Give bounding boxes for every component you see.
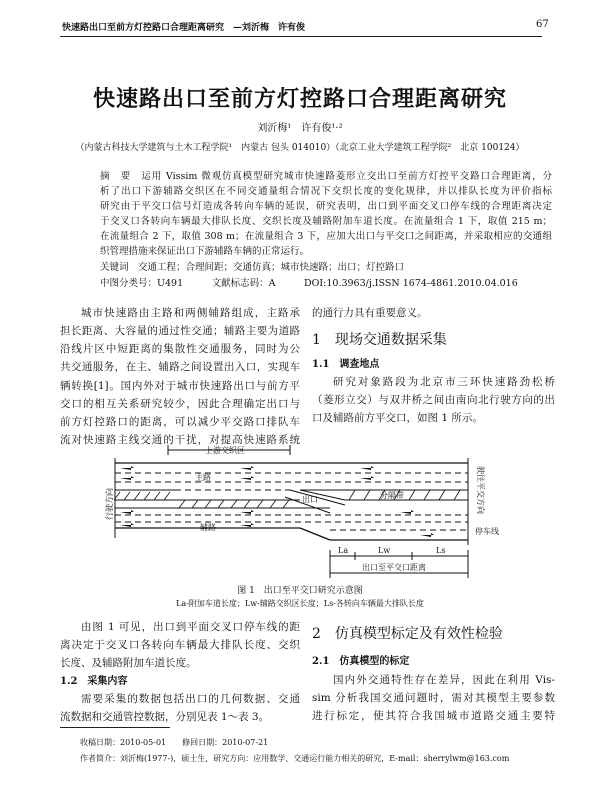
lane-arrows <box>120 466 434 537</box>
paper-title: 快速路出口至前方灯控路口合理距离研究 <box>92 86 507 112</box>
section-heading: 1 现场交通数据采集 <box>312 332 447 348</box>
body-line: 国内外交通特性存在差异，因此在利用 Vis- <box>333 674 555 686</box>
body-line: 交口的相互关系研究较少，因此合理确定出口与 <box>60 398 300 410</box>
subsection-heading: 1.1 调查地点 <box>312 359 380 370</box>
abstract-line: 在流量组合 2 下，取值 308 m；在流量组合 3 下，应加大出口与平交口之间距离，并采取相应的交通组 <box>100 231 552 242</box>
body-line: 长度、及辅路附加车道长度。 <box>60 657 197 669</box>
body-line: 共交通服务，在主、辅路之间设置出入口，实现车 <box>60 361 300 373</box>
figure-caption: 图 1 出口至平交口研究示意图 <box>237 586 363 596</box>
body-line: 流数据和交通管控数据，分别见表 1～表 3。 <box>60 711 270 723</box>
subsection-heading: 1.2 采集内容 <box>60 676 128 687</box>
body-line: 由图 1 可见，出口到平面交叉口停车线的距 <box>81 621 300 633</box>
figure-label-to-intersection: 驶往平交方向 <box>476 466 485 514</box>
body-line: 进行标定，使其符合我国城市道路交通主要特 <box>312 710 555 722</box>
body-line: 城市快速路由主路和两侧辅路组成，主路承 <box>81 307 300 319</box>
figure-label-lw: Lw <box>378 546 391 555</box>
figure-label-distance: 出口至平交口距离 <box>362 563 426 572</box>
abstract-line: 于交叉口各转向车辆最大排队长度、交织长度及辅路附加车道长度。在流量组合 1 下，取值 215 m； <box>100 216 552 227</box>
figure-label-main-road: 主路 <box>195 473 211 482</box>
figure-label-stop-line: 停车线 <box>475 527 499 536</box>
body-line: 离决定于交叉口各转向车辆最大排队长度、交织 <box>60 639 300 651</box>
figure-label-ls: Ls <box>436 546 446 555</box>
abstract-line: 织管理措施来保证出口下游辅路车辆的正常运行。 <box>100 246 310 257</box>
section-heading: 2 仿真模型标定及有效性检验 <box>312 626 503 642</box>
footnote-author-bio: 作者简介：刘沂梅(1977-)，硕士生，研究方向：应用数学、交通运行能力相关的研究，E-mail：sherrylwm@163.com <box>80 754 510 763</box>
figure-label-weave-zone: 上游交织区 <box>205 446 245 455</box>
abstract-line: 析了出口下游辅路交织区在不同交通量组合情况下交织长度的变化规律，并以排队长度为评价指标 <box>100 186 552 197</box>
body-line: 的通行力具有重要意义。 <box>312 307 428 319</box>
footnote-rule <box>60 727 170 728</box>
authors: 刘沂梅¹ 许有俊¹·² <box>257 123 343 134</box>
abstract-line: 摘 要 运用 Vissim 微观仿真模型研究城市快速路菱形立交出口至前方灯控平交路口合理距离，分 <box>100 171 552 182</box>
figure-legend: La-附加车道长度；Lw-辅路交织区长度；Ls-各转向车辆最大排队长度 <box>176 599 424 608</box>
body-line: 担长距离、大容量的通过性交通；辅路主要为道路 <box>60 325 300 337</box>
body-line: 流对快速路主线交通的干扰，对提高快速路系统 <box>60 434 300 446</box>
body-line: （菱形立交）与双井桥之间由南向北行驶方向的出 <box>312 394 555 406</box>
body-line: 需要采集的数据包括出口的几何数据、交通 <box>81 693 300 705</box>
page-number: 67 <box>536 19 549 30</box>
body-line: 研究对象路段为北京市三环快速路劲松桥 <box>333 376 555 388</box>
figure-label-exit: 出口 <box>302 495 318 504</box>
classification: 中图分类号：U491 文献标志码：A DOI:10.3963/j.ISSN 1674-4861.2010.04.016 <box>100 278 518 289</box>
body-line: 沿线片区中短距离的集散性交通服务，同时为公 <box>60 343 300 355</box>
affiliation: （内蒙古科技大学建筑与土木工程学院¹ 内蒙古 包头 014010）（北京工业大学建筑工程学院² 北京 100124） <box>75 143 525 153</box>
figure-label-divider: 分隔带 <box>380 491 404 500</box>
keywords: 关键词 交通工程；合理间距；交通仿真；城市快速路；出口；灯控路口 <box>100 262 405 273</box>
figure-label-aux-road: 辅路 <box>200 523 216 532</box>
abstract-line: 研究由于平交口信号灯造成各转向车辆的延误，研究表明，出口到平面交叉口停车线的合理距离决定 <box>100 201 552 212</box>
running-header: 快速路出口至前方灯控路口合理距离研究 —刘沂梅 许有俊 <box>62 23 306 33</box>
footnote-dates: 收稿日期：2010-05-01 修回日期：2010-07-21 <box>80 738 269 747</box>
body-line: 前方灯控路口的距离，可以减少平交路口排队车 <box>60 416 300 428</box>
body-line: 辆转换[1]。国内外对于城市快速路出口与前方平 <box>60 380 300 392</box>
subsection-heading: 2.1 仿真模型的标定 <box>312 656 410 667</box>
body-line: sim 分析我国交通问题时，需对其模型主要参数 <box>312 692 555 704</box>
body-line: 口及辅路前方平交口，如图 1 所示。 <box>312 412 483 424</box>
figure-label-travel-direction: 行驶方向 <box>105 488 114 520</box>
figure-label-la: La <box>338 546 349 555</box>
